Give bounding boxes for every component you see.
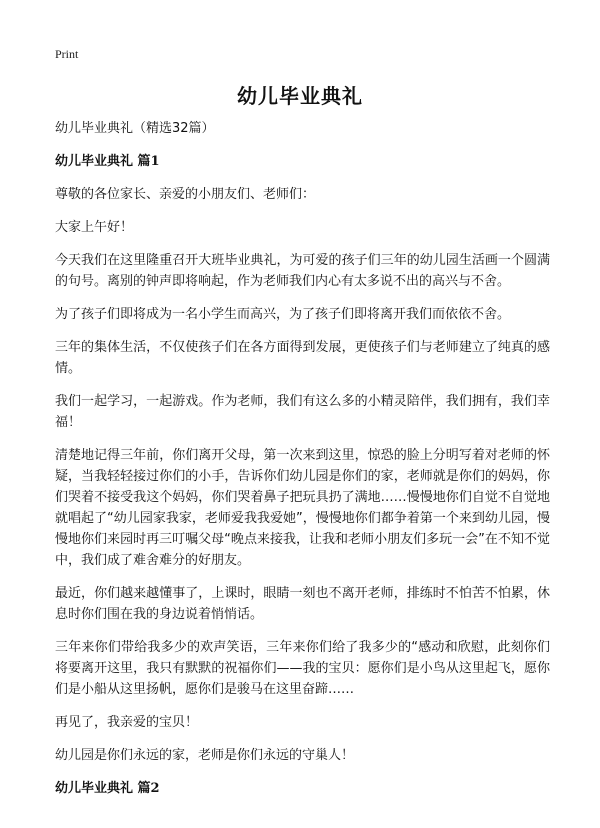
page-title: 幼儿毕业典礼 [237,84,363,108]
paragraph: 三年来你们带给我多少的欢声笑语，三年来你们给了我多少的“感动和欣慰，此刻你们将要离开这里，我只有默默的祝福你们——我的宝贝：愿你们是小鸟从这里起飞，愿你们是小船从这里扬帆，愿你们是骏马在这里奋蹄…… [55,640,550,697]
paragraph: 我们一起学习，一起游戏。作为老师，我们有这么多的小精灵陪伴，我们拥有，我们幸福！ [55,394,550,430]
paragraph: 最近，你们越来越懂事了，上课时，眼睛一刻也不离开老师，排练时不怕苦不怕累，休息时你们围在我的身边说着悄悄话。 [55,586,550,622]
paragraph: 再见了，我亲爱的宝贝！ [55,715,199,730]
paragraph: 幼儿园是你们永远的家，老师是你们永远的守巢人！ [55,748,355,763]
salutation: 尊敬的各位家长、亲爱的小朋友们、老师们： [55,187,316,202]
section-heading: 幼儿毕业典礼 篇2 [55,781,160,796]
print-link[interactable]: Print [55,47,79,61]
greeting: 大家上午好！ [55,220,134,235]
paragraph: 今天我们在这里隆重召开大班毕业典礼，为可爱的孩子们三年的幼儿园生活画一个圆满的句号。离别的钟声即将响起，作为老师我们内心有太多说不出的高兴与不舍。 [55,253,550,289]
section-heading: 幼儿毕业典礼 篇1 [55,154,160,169]
document-body [55,118,550,811]
paragraph: 为了孩子们即将成为一名小学生而高兴，为了孩子们即将离开我们而依依不舍。 [55,307,511,322]
paragraph: 清楚地记得三年前，你们离开父母，第一次来到这里，惊恐的脸上分明写着对老师的怀疑，当我轻轻接过你们的小手，告诉你们幼儿园是你们的家，老师就是你们的妈妈，你们哭着不接受我这个妈妈，你们哭着鼻子把玩具扔了满地……慢慢地你们自觉不自觉地就唱起了“幼儿园家我家，老师爱我我爱她”，慢慢地你们都争着第一个来到幼儿园，慢慢地你们来园时再三叮嘱父母“晚点来接我，让我和老师小朋友们多玩一会”在不知不觉中，我们成了难舍难分的好朋友。 [55,448,550,568]
paragraph: 三年的集体生活，不仅使孩子们在各方面得到发展，更使孩子们与老师建立了纯真的感情。 [55,340,550,376]
document-subtitle: 幼儿毕业典礼（精选32篇） [55,121,215,136]
